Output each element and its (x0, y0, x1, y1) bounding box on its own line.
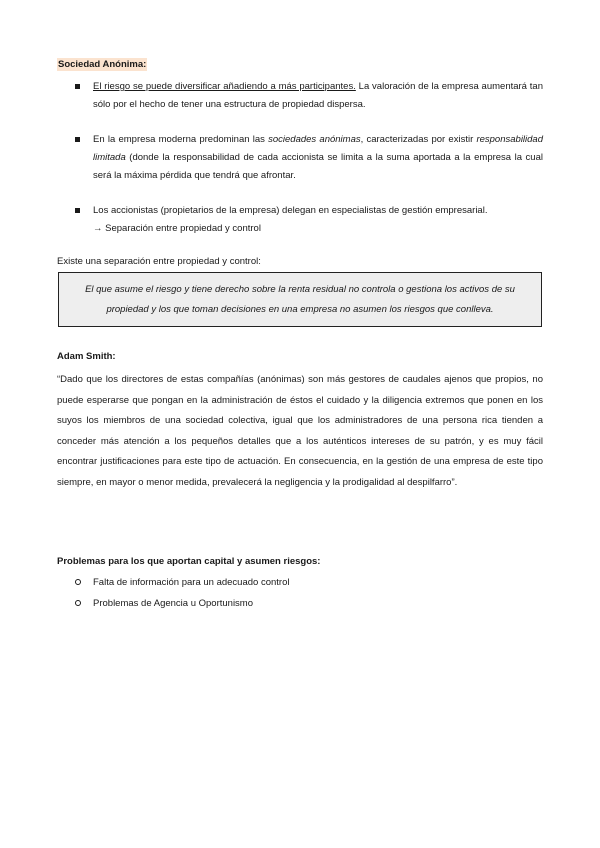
square-bullet-icon (75, 208, 80, 213)
bullet-text: Los accionistas (propietarios de la empresa) delegan en especialistas de gestión empresarial. (93, 205, 488, 216)
arrow-note: → Separación entre propiedad y control (93, 223, 261, 234)
bullet-item (57, 78, 543, 114)
problems-title: Problemas para los que aportan capital y asumen riesgos: (57, 556, 321, 567)
bullet-text: , caracterizadas por existir (360, 134, 477, 145)
list-item (57, 572, 543, 593)
bullet-text: La valoración de la empresa aumentará tan sólo por el hecho de tener una estructura de propiedad dispersa. (93, 81, 543, 110)
circle-bullet-icon (75, 600, 81, 606)
highlight-box: El que asume el riesgo y tiene derecho sobre la renta residual no controla o gestiona los activos de su propiedad y los que toman decisiones en una empresa no asumen los riesgos que conlleva. (58, 272, 542, 327)
adam-smith-title: Adam Smith: (57, 351, 116, 362)
circle-bullet-icon (75, 579, 81, 585)
separation-intro: Existe una separación entre propiedad y control: (57, 256, 261, 267)
italic-term: responsabilidad limitada (93, 134, 543, 163)
square-bullet-icon (75, 137, 80, 142)
bullet-text: (donde la responsabilidad de cada accionista se limita a la suma aportada a la empresa la cual será la máxima pérdida que tendrá que afrontar. (93, 152, 543, 181)
list-item-text: Falta de información para un adecuado control (93, 577, 290, 588)
square-bullet-icon (75, 84, 80, 89)
section-title: Sociedad Anónima: (58, 59, 147, 70)
underlined-text: El riesgo se puede diversificar añadiendo a más participantes. (93, 81, 356, 92)
bullet-list (57, 78, 543, 255)
bullet-item (57, 131, 543, 185)
problems-list (57, 572, 543, 614)
bullet-item (57, 202, 543, 238)
adam-smith-quote: “Dado que los directores de estas compañías (anónimas) son más gestores de caudales ajenos que propios, no puede esperarse que pongan en la administración de éstos el cuidado y la diligencia extremos que ponen en los suyos los miembros de una sociedad colectiva, igual que los administradores de una persona rica tienden a conceder más atención a los pequeños detalles que a los auténticos intereses de su patrón, y es muy fácil encontrar justificaciones para este tipo de actuación. En consecuencia, en la gestión de una empresa de este tipo siempre, en mayor o menor medida, prevalecerá la negligencia y la prodigalidad al despilfarro”. (57, 374, 543, 488)
italic-term: sociedades anónimas (268, 134, 361, 145)
list-item-text: Problemas de Agencia u Oportunismo (93, 598, 254, 609)
bullet-text: En la empresa moderna predominan las (93, 134, 269, 145)
list-item (57, 593, 543, 614)
